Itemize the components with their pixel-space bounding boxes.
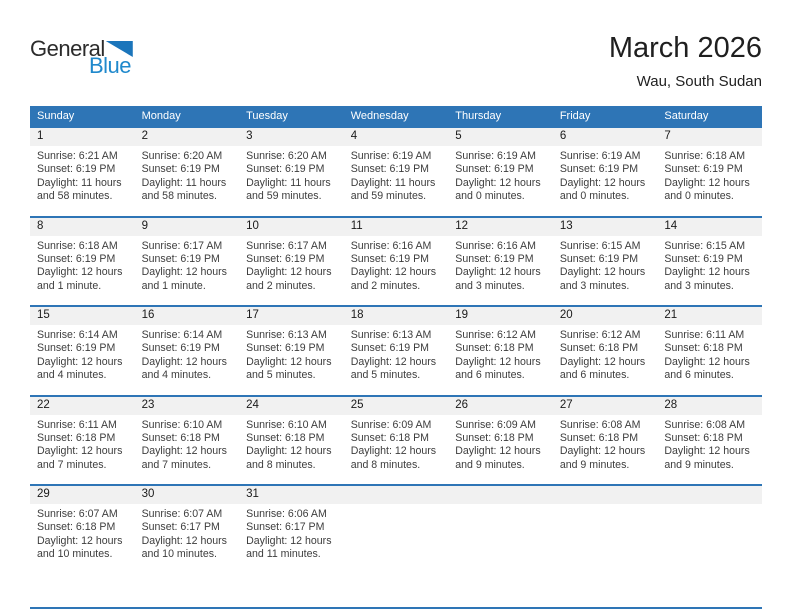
sun-info-line: Sunset: 6:18 PM xyxy=(350,431,430,444)
day-cell xyxy=(553,415,658,473)
day-number xyxy=(344,486,449,504)
week-row xyxy=(30,216,762,306)
week-row xyxy=(30,395,762,485)
sun-info-line: Daylight: 11 hours xyxy=(350,176,436,189)
sun-info-line: Daylight: 12 hours xyxy=(141,445,227,458)
logo-text-blue: Blue xyxy=(89,53,132,78)
day-number: 3 xyxy=(246,130,253,142)
day-cell xyxy=(657,325,762,383)
calendar-grid xyxy=(30,106,762,574)
sun-info-line: Sunset: 6:19 PM xyxy=(559,252,639,265)
week-row xyxy=(30,484,762,574)
day-number: 22 xyxy=(37,398,50,411)
day-number: 15 xyxy=(37,309,50,321)
day-cell xyxy=(448,504,553,562)
sun-info-line: Sunset: 6:19 PM xyxy=(141,342,220,355)
sun-info-line: Sunrise: 6:18 AM xyxy=(37,239,118,252)
sun-info-line: Sunset: 6:18 PM xyxy=(455,342,534,355)
day-cell xyxy=(239,236,344,294)
sun-info-line: Sunset: 6:18 PM xyxy=(37,431,116,444)
sun-info-line: Sunrise: 6:15 AM xyxy=(664,239,746,252)
weekday-label: Monday xyxy=(141,110,181,122)
day-number: 24 xyxy=(246,398,259,411)
day-number: 11 xyxy=(350,219,363,232)
sun-info-line: and 9 minutes. xyxy=(664,458,734,471)
day-number: 30 xyxy=(141,488,155,500)
weekday-label: Saturday xyxy=(664,110,709,122)
sun-info-line: Sunrise: 6:09 AM xyxy=(455,418,536,431)
month-title: March 2026 xyxy=(608,32,762,64)
sun-info-line: and 10 minutes. xyxy=(37,548,113,561)
sun-info-line: Daylight: 12 hours xyxy=(664,445,750,458)
sun-info-line: Daylight: 12 hours xyxy=(246,445,332,458)
sun-info-line: Sunrise: 6:12 AM xyxy=(455,329,536,341)
sun-info-line: Sunset: 6:19 PM xyxy=(559,163,639,176)
sun-info-line: and 8 minutes. xyxy=(350,458,421,471)
sun-info-line: Daylight: 12 hours xyxy=(664,355,750,368)
day-cell xyxy=(239,415,344,473)
day-number-band xyxy=(30,397,762,415)
sun-info-line: and 7 minutes. xyxy=(37,458,107,471)
sun-info-line: Daylight: 12 hours xyxy=(455,266,541,279)
sun-info-line: Daylight: 11 hours xyxy=(141,176,227,189)
sun-info-line: Sunrise: 6:06 AM xyxy=(246,508,327,520)
sun-info-line: Sunset: 6:19 PM xyxy=(37,252,116,265)
day-cell xyxy=(135,325,240,383)
day-cell xyxy=(239,146,344,204)
sun-info-line: Sunrise: 6:07 AM xyxy=(37,508,118,520)
sun-info-line: Sunset: 6:19 PM xyxy=(37,342,116,355)
sun-info-line: Daylight: 12 hours xyxy=(37,445,123,458)
week-cells xyxy=(30,504,762,562)
day-number-band xyxy=(30,486,762,504)
sun-info-line: Daylight: 12 hours xyxy=(559,445,646,458)
day-number: 25 xyxy=(350,398,364,411)
day-number: 19 xyxy=(455,309,469,321)
day-cell xyxy=(135,504,240,562)
sun-info-line: and 59 minutes. xyxy=(350,190,427,203)
sun-info-line: Daylight: 12 hours xyxy=(37,355,123,368)
day-number: 8 xyxy=(37,219,44,232)
day-cell xyxy=(448,325,553,383)
week-cells xyxy=(30,236,762,294)
sun-info-line: Sunrise: 6:14 AM xyxy=(141,329,223,341)
sun-info-line: Sunrise: 6:15 AM xyxy=(559,239,641,252)
sun-info-line: Sunset: 6:19 PM xyxy=(350,163,430,176)
day-cell xyxy=(135,236,240,294)
sun-info-line: and 1 minute. xyxy=(141,279,206,292)
sun-info-line: Sunset: 6:19 PM xyxy=(455,163,534,176)
day-cell xyxy=(448,236,553,294)
sun-info-line: Sunset: 6:19 PM xyxy=(664,163,743,176)
title-block xyxy=(609,32,762,90)
week-cells xyxy=(30,415,762,473)
sun-info-line: Daylight: 12 hours xyxy=(246,266,332,279)
day-cell xyxy=(344,415,449,473)
weekday-header-row xyxy=(30,106,762,126)
day-cell xyxy=(553,504,658,562)
weekday-label: Tuesday xyxy=(246,110,288,122)
sun-info-line: Sunrise: 6:21 AM xyxy=(37,150,118,162)
sun-info-line: Sunrise: 6:08 AM xyxy=(664,418,746,431)
sun-info-line: and 5 minutes. xyxy=(350,369,421,382)
sun-info-line: Sunrise: 6:19 AM xyxy=(455,150,536,162)
sun-info-line: and 6 minutes. xyxy=(455,369,525,382)
day-number-band xyxy=(30,128,762,146)
day-cell xyxy=(239,325,344,383)
sun-info-line: Sunset: 6:18 PM xyxy=(559,342,639,355)
sun-info-line: Sunrise: 6:18 AM xyxy=(664,150,746,162)
sun-info-line: Daylight: 11 hours xyxy=(246,176,331,189)
sun-info-line: Daylight: 12 hours xyxy=(559,176,646,189)
sun-info-line: Sunrise: 6:12 AM xyxy=(559,329,641,341)
sun-info-line: and 4 minutes. xyxy=(37,369,107,382)
day-cell xyxy=(448,415,553,473)
sun-info-line: Daylight: 12 hours xyxy=(350,355,437,368)
day-number: 23 xyxy=(141,398,155,411)
sun-info-line: and 6 minutes. xyxy=(664,369,734,382)
day-number: 31 xyxy=(246,488,259,500)
day-number: 1 xyxy=(37,130,44,142)
day-number: 28 xyxy=(664,398,678,411)
sun-info-line: Daylight: 12 hours xyxy=(141,355,227,368)
sun-info-line: and 4 minutes. xyxy=(141,369,212,382)
sun-info-line: Daylight: 12 hours xyxy=(455,445,541,458)
sun-info-line: Daylight: 12 hours xyxy=(37,266,123,279)
sun-info-line: Sunrise: 6:17 AM xyxy=(246,239,327,252)
sun-info-line: Sunset: 6:18 PM xyxy=(664,342,743,355)
day-number: 6 xyxy=(559,130,567,142)
sun-info-line: Sunset: 6:19 PM xyxy=(455,252,534,265)
sun-info-line: Daylight: 12 hours xyxy=(455,355,541,368)
sun-info-line: and 3 minutes. xyxy=(455,279,525,292)
week-row xyxy=(30,305,762,395)
day-cell xyxy=(553,146,658,204)
sun-info-line: and 59 minutes. xyxy=(246,190,322,203)
sun-info-line: Sunrise: 6:20 AM xyxy=(141,150,223,162)
sun-info-line: Daylight: 12 hours xyxy=(246,534,332,547)
day-cell xyxy=(553,236,658,294)
sun-info-line: and 9 minutes. xyxy=(559,458,630,471)
day-number: 2 xyxy=(141,130,148,142)
day-cell xyxy=(135,146,240,204)
day-cell xyxy=(344,236,449,294)
sun-info-line: Daylight: 12 hours xyxy=(246,355,332,368)
day-number: 13 xyxy=(559,219,573,232)
sun-info-line: Sunrise: 6:20 AM xyxy=(246,150,327,162)
sun-info-line: Sunrise: 6:19 AM xyxy=(350,150,432,162)
day-number: 7 xyxy=(664,130,671,142)
sun-info-line: and 2 minutes. xyxy=(350,279,421,292)
day-number: 21 xyxy=(664,309,678,321)
day-cell xyxy=(30,325,135,383)
day-number: 5 xyxy=(455,130,462,142)
sun-info-line: Sunrise: 6:11 AM xyxy=(664,329,745,341)
day-number: 26 xyxy=(455,398,469,411)
day-number-band xyxy=(30,218,762,236)
day-cell xyxy=(344,504,449,562)
sun-info-line: Sunrise: 6:08 AM xyxy=(559,418,641,431)
sun-info-line: Sunrise: 6:13 AM xyxy=(350,329,432,341)
sun-info-line: Sunset: 6:19 PM xyxy=(246,342,325,355)
day-cell xyxy=(657,236,762,294)
day-number: 18 xyxy=(350,309,364,321)
logo-text-general: General xyxy=(30,36,105,61)
general-blue-logo xyxy=(30,38,133,77)
sun-info-line: Sunrise: 6:17 AM xyxy=(141,239,223,252)
day-number: 14 xyxy=(664,219,678,232)
sun-info-line: and 1 minute. xyxy=(37,279,102,292)
sun-info-line: Daylight: 12 hours xyxy=(455,176,541,189)
sun-info-line: Daylight: 12 hours xyxy=(350,445,437,458)
sun-info-line: Sunrise: 6:11 AM xyxy=(37,418,117,431)
sun-info-line: Sunset: 6:19 PM xyxy=(664,252,743,265)
sun-info-line: and 3 minutes. xyxy=(559,279,630,292)
sun-info-line: and 5 minutes. xyxy=(246,369,316,382)
sun-info-line: Sunrise: 6:09 AM xyxy=(350,418,432,431)
sun-info-line: Daylight: 12 hours xyxy=(559,266,646,279)
day-cell xyxy=(657,504,762,562)
day-cell xyxy=(657,415,762,473)
day-cell xyxy=(344,146,449,204)
day-number xyxy=(553,486,658,504)
day-number: 27 xyxy=(559,398,573,411)
sun-info-line: Daylight: 12 hours xyxy=(37,534,123,547)
sun-info-line: Sunset: 6:18 PM xyxy=(37,521,116,534)
day-cell xyxy=(135,415,240,473)
weekday-label: Wednesday xyxy=(350,110,409,122)
sun-info-line: Daylight: 12 hours xyxy=(141,534,227,547)
day-number-band xyxy=(30,307,762,325)
sun-info-line: and 8 minutes. xyxy=(246,458,316,471)
sun-info-line: Sunrise: 6:14 AM xyxy=(37,329,118,341)
sun-info-line: Sunset: 6:19 PM xyxy=(141,252,220,265)
weekday-label: Sunday xyxy=(37,110,75,122)
location-subtitle: Wau, South Sudan xyxy=(636,73,762,90)
sun-info-line: Daylight: 12 hours xyxy=(664,266,750,279)
day-number xyxy=(448,486,553,504)
sun-info-line: and 7 minutes. xyxy=(141,458,212,471)
sun-info-line: Sunset: 6:19 PM xyxy=(141,163,220,176)
sun-info-line: and 6 minutes. xyxy=(559,369,630,382)
sun-info-line: Sunrise: 6:16 AM xyxy=(350,239,432,252)
sun-info-line: Sunrise: 6:16 AM xyxy=(455,239,536,252)
sun-info-line: Sunset: 6:18 PM xyxy=(246,431,325,444)
sun-info-line: Sunrise: 6:07 AM xyxy=(141,508,223,520)
sun-info-line: and 58 minutes. xyxy=(141,190,217,203)
sun-info-line: and 0 minutes. xyxy=(664,190,734,203)
sun-info-line: Sunset: 6:18 PM xyxy=(455,431,534,444)
day-number: 9 xyxy=(141,219,148,232)
sun-info-line: Sunrise: 6:10 AM xyxy=(141,418,223,431)
day-number: 20 xyxy=(559,309,573,321)
sun-info-line: Sunset: 6:19 PM xyxy=(37,163,116,176)
sun-info-line: Sunset: 6:17 PM xyxy=(141,521,220,534)
day-number: 17 xyxy=(246,309,259,321)
sun-info-line: Sunset: 6:17 PM xyxy=(246,521,325,534)
sun-info-line: and 0 minutes. xyxy=(455,190,525,203)
sun-info-line: and 11 minutes. xyxy=(246,548,321,561)
sun-info-line: Sunset: 6:18 PM xyxy=(559,431,639,444)
day-cell xyxy=(30,146,135,204)
sun-info-line: and 9 minutes. xyxy=(455,458,525,471)
sun-info-line: and 58 minutes. xyxy=(37,190,113,203)
sun-info-line: Daylight: 12 hours xyxy=(350,266,437,279)
sun-info-line: and 3 minutes. xyxy=(664,279,734,292)
day-cell xyxy=(30,415,135,473)
sun-info-line: Sunrise: 6:19 AM xyxy=(559,150,641,162)
sun-info-line: Sunrise: 6:13 AM xyxy=(246,329,327,341)
day-cell xyxy=(344,325,449,383)
day-cell xyxy=(448,146,553,204)
day-number xyxy=(657,486,762,504)
day-cell xyxy=(30,504,135,562)
sun-info-line: Sunset: 6:19 PM xyxy=(246,252,325,265)
day-cell xyxy=(657,146,762,204)
week-cells xyxy=(30,146,762,204)
day-number: 16 xyxy=(141,309,155,321)
sun-info-line: Sunset: 6:19 PM xyxy=(350,342,430,355)
sun-info-line: Sunset: 6:18 PM xyxy=(141,431,220,444)
sun-info-line: and 2 minutes. xyxy=(246,279,316,292)
week-cells xyxy=(30,325,762,383)
weekday-label: Friday xyxy=(559,110,591,122)
week-row xyxy=(30,126,762,216)
sun-info-line: Sunset: 6:19 PM xyxy=(246,163,325,176)
sun-info-line: Sunrise: 6:10 AM xyxy=(246,418,327,431)
sun-info-line: Sunset: 6:18 PM xyxy=(664,431,743,444)
sun-info-line: and 10 minutes. xyxy=(141,548,217,561)
sun-info-line: Daylight: 12 hours xyxy=(559,355,646,368)
day-cell xyxy=(239,504,344,562)
sun-info-line: Daylight: 12 hours xyxy=(664,176,750,189)
sun-info-line: Sunset: 6:19 PM xyxy=(350,252,430,265)
footer-rule xyxy=(30,607,762,609)
weekday-label: Thursday xyxy=(455,110,502,122)
sun-info-line: Daylight: 11 hours xyxy=(37,176,122,189)
sun-info-line: Daylight: 12 hours xyxy=(141,266,227,279)
day-number: 29 xyxy=(37,488,50,500)
day-number: 4 xyxy=(350,130,358,142)
sun-info-line: and 0 minutes. xyxy=(559,190,630,203)
day-number: 10 xyxy=(246,219,259,232)
day-cell xyxy=(30,236,135,294)
day-number: 12 xyxy=(455,219,469,232)
day-cell xyxy=(553,325,658,383)
